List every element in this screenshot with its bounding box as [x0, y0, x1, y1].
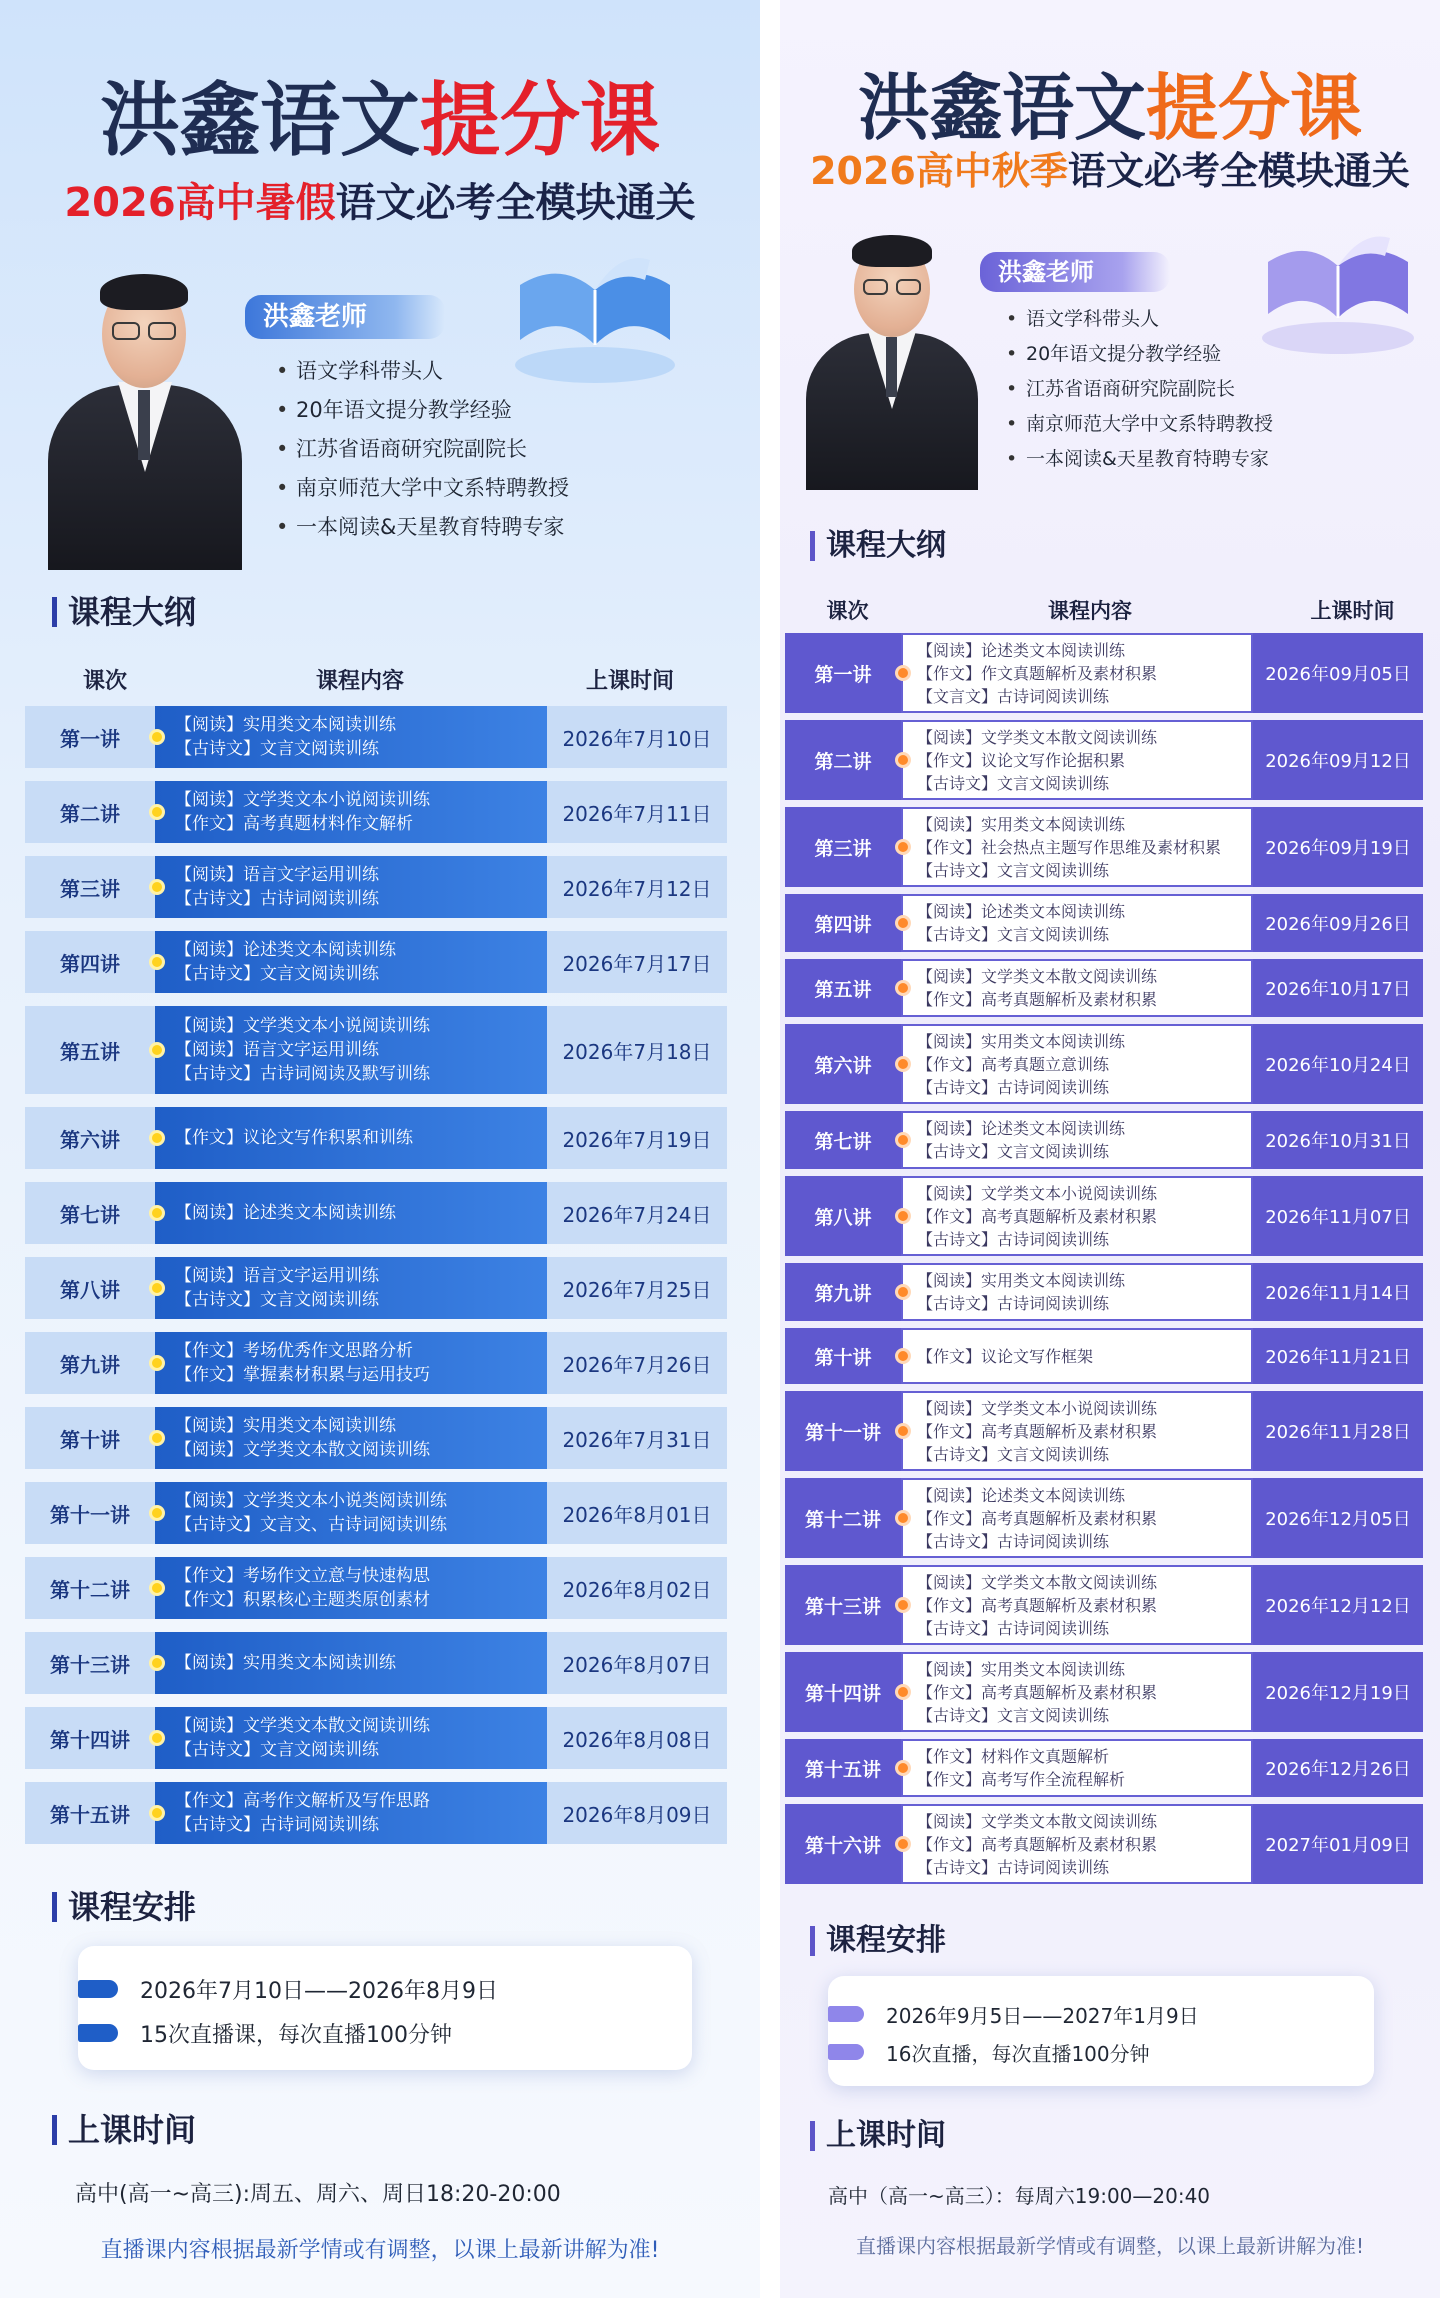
lesson-topic: 【作文】高考真题解析及素材积累	[917, 990, 1158, 1009]
schedule-bar	[828, 2044, 864, 2060]
arrow-dot-icon	[895, 1684, 911, 1700]
lesson-number: 第二讲	[785, 720, 901, 800]
credential-item: • 一本阅读&天星教育特聘专家	[1026, 442, 1273, 477]
arrow-dot-icon	[895, 1284, 911, 1300]
lesson-row	[785, 1176, 1423, 1256]
lesson-date: 2026年8月09日	[547, 1782, 727, 1844]
lesson-topic: 【古诗文】古诗词阅读训练	[917, 1294, 1110, 1313]
lesson-topic: 【古诗文】古诗词阅读训练	[917, 1077, 1110, 1097]
lesson-content	[155, 1707, 547, 1769]
lesson-number: 第八讲	[25, 1257, 155, 1319]
lesson-topic: 【作文】作文真题解析及素材积累	[917, 663, 1158, 683]
lesson-date: 2026年10月17日	[1253, 959, 1423, 1017]
lesson-number: 第十一讲	[25, 1482, 155, 1544]
arrow-dot-icon	[149, 1355, 165, 1371]
lesson-number: 第十五讲	[25, 1782, 155, 1844]
lesson-topic: 【古诗文】古诗词阅读训练	[917, 1531, 1110, 1551]
lesson-row	[25, 1782, 727, 1844]
lesson-date: 2026年09月12日	[1253, 720, 1423, 800]
lesson-number: 第十三讲	[25, 1632, 155, 1694]
lesson-date: 2026年7月12日	[547, 856, 727, 918]
lesson-row	[25, 1006, 727, 1094]
class-time-text: 高中（高一~高三）：每周六19:00—20:40	[828, 2184, 1211, 2208]
lesson-topic: 【作文】高考真题解析及素材积累	[917, 1508, 1158, 1528]
lesson-date: 2026年11月14日	[1253, 1263, 1423, 1321]
lesson-content	[901, 1328, 1253, 1384]
lesson-content	[901, 1804, 1253, 1884]
lesson-topic: 【阅读】文学类文本散文阅读训练	[917, 727, 1158, 747]
lesson-topic: 【作文】高考真题解析及素材积累	[917, 1595, 1158, 1615]
arrow-dot-icon	[895, 665, 911, 681]
arrow-dot-icon	[895, 1132, 911, 1148]
lesson-topic: 【阅读】实用类文本阅读训练	[917, 1659, 1126, 1679]
lesson-row	[25, 1107, 727, 1169]
lesson-content	[155, 1482, 547, 1544]
lesson-content	[155, 1182, 547, 1244]
arrow-dot-icon	[895, 915, 911, 931]
arrow-dot-icon	[895, 980, 911, 996]
lesson-topic: 【阅读】论述类文本阅读训练	[917, 640, 1126, 660]
lesson-date: 2026年09月05日	[1253, 633, 1423, 713]
lesson-row	[25, 1332, 727, 1394]
lesson-row	[25, 931, 727, 993]
lesson-date: 2027年01月09日	[1253, 1804, 1423, 1884]
arrow-dot-icon	[149, 954, 165, 970]
lesson-content	[901, 1263, 1253, 1321]
lesson-number: 第二讲	[25, 781, 155, 843]
lesson-row	[25, 1482, 727, 1544]
lesson-row	[25, 1707, 727, 1769]
lesson-topic: 【作文】高考真题解析及素材积累	[917, 1421, 1158, 1441]
lesson-topic: 【阅读】论述类文本阅读训练	[175, 940, 396, 960]
class-time-heading: 上课时间	[810, 2115, 946, 2157]
lesson-topic: 【阅读】文学类文本散文阅读训练	[917, 967, 1158, 986]
lesson-content	[155, 1332, 547, 1394]
lesson-number: 第十六讲	[785, 1804, 901, 1884]
credential-item: • 江苏省语商研究院副院长	[296, 430, 569, 469]
col-header-date: 上课时间	[585, 669, 674, 694]
col-header-date: 上课时间	[1310, 599, 1395, 623]
lesson-content	[155, 931, 547, 993]
lesson-date: 2026年09月26日	[1253, 894, 1423, 952]
lesson-topic: 【古诗文】文言文阅读训练	[917, 1444, 1110, 1464]
lesson-number: 第六讲	[25, 1107, 155, 1169]
lesson-topic: 【作文】高考真题解析及素材积累	[917, 1834, 1158, 1854]
arrow-dot-icon	[895, 1348, 911, 1364]
col-header-lesson: 课次	[82, 669, 127, 694]
lesson-number: 第四讲	[785, 894, 901, 952]
lesson-content	[901, 720, 1253, 800]
lesson-topic: 【古诗文】文言文阅读训练	[917, 860, 1110, 880]
lesson-topic: 【古诗文】文言文阅读训练	[175, 739, 379, 759]
poster-title: 洪鑫语文提分课	[857, 65, 1363, 150]
adjustment-note: 直播课内容根据最新学情或有调整，以课上最新讲解为准!	[100, 2238, 660, 2263]
lesson-content	[901, 1739, 1253, 1797]
credential-item: • 语文学科带头人	[296, 352, 569, 391]
lesson-topic: 【阅读】文学类文本散文阅读训练	[917, 1572, 1158, 1592]
lesson-content	[155, 1782, 547, 1844]
arrow-dot-icon	[149, 1655, 165, 1671]
col-header-lesson: 课次	[826, 599, 869, 623]
lesson-date: 2026年7月25日	[547, 1257, 727, 1319]
lesson-topic: 【阅读】语言文字运用训练	[175, 1040, 379, 1060]
lesson-row	[25, 706, 727, 768]
lesson-topic: 【阅读】文学类文本小说阅读训练	[175, 1016, 430, 1036]
lesson-topic: 【作文】材料作文真题解析	[917, 1747, 1110, 1766]
lesson-topic: 【古诗文】古诗词阅读训练	[917, 1857, 1110, 1877]
lesson-topic: 【阅读】论述类文本阅读训练	[917, 1119, 1126, 1138]
arrow-dot-icon	[149, 1280, 165, 1296]
arrow-dot-icon	[149, 1205, 165, 1221]
lesson-row	[25, 1257, 727, 1319]
arrow-dot-icon	[149, 1730, 165, 1746]
lesson-topic: 【阅读】实用类文本阅读训练	[917, 1031, 1126, 1051]
schedule-card	[78, 1946, 692, 2070]
schedule-sessions: 16次直播，每次直播100分钟	[886, 2042, 1150, 2066]
poster-title: 洪鑫语文提分课	[100, 73, 660, 167]
lesson-topic: 【作文】高考真题解析及素材积累	[917, 1682, 1158, 1702]
lesson-row	[785, 1024, 1423, 1104]
lesson-number: 第七讲	[25, 1182, 155, 1244]
lesson-topic: 【阅读】实用类文本阅读训练	[175, 1653, 396, 1673]
lesson-number: 第十三讲	[785, 1565, 901, 1645]
lesson-row	[785, 633, 1423, 713]
arrow-dot-icon	[149, 804, 165, 820]
arrow-dot-icon	[895, 1056, 911, 1072]
lesson-content	[901, 807, 1253, 887]
lesson-number: 第十五讲	[785, 1739, 901, 1797]
lesson-date: 2026年11月21日	[1253, 1328, 1423, 1384]
schedule-heading: 课程安排	[52, 1885, 196, 1929]
lesson-content	[155, 856, 547, 918]
credential-item: • 20年语文提分教学经验	[296, 391, 569, 430]
lesson-row	[785, 894, 1423, 952]
lesson-number: 第八讲	[785, 1176, 901, 1256]
lesson-topic: 【古诗文】文言文阅读训练	[175, 1740, 379, 1760]
lesson-number: 第十二讲	[25, 1557, 155, 1619]
lesson-topic: 【阅读】实用类文本阅读训练	[175, 1416, 396, 1436]
lesson-row	[785, 1111, 1423, 1169]
lesson-topic: 【作文】议论文写作论据积累	[917, 750, 1126, 770]
lesson-date: 2026年12月26日	[1253, 1739, 1423, 1797]
lesson-date: 2026年11月07日	[1253, 1176, 1423, 1256]
arrow-dot-icon	[149, 1042, 165, 1058]
arrow-dot-icon	[149, 1430, 165, 1446]
lesson-number: 第七讲	[785, 1111, 901, 1169]
teacher-name-tag: 洪鑫老师	[980, 252, 1170, 292]
lesson-topic: 【阅读】文学类文本小说阅读训练	[175, 790, 430, 810]
outline-heading: 课程大纲	[52, 590, 196, 634]
lesson-topic: 【古诗文】文言文阅读训练	[917, 1142, 1110, 1161]
arrow-dot-icon	[149, 879, 165, 895]
lesson-content	[155, 1557, 547, 1619]
lesson-topic: 【阅读】文学类文本散文阅读训练	[175, 1440, 430, 1460]
lesson-row	[25, 1407, 727, 1469]
lesson-topic: 【作文】高考写作全流程解析	[917, 1770, 1126, 1789]
lesson-row	[785, 1565, 1423, 1645]
lesson-topic: 【作文】议论文写作框架	[917, 1346, 1094, 1366]
class-time-text: 高中(高一~高三):周五、周六、周日18:20-20:00	[75, 2182, 561, 2207]
lesson-date: 2026年12月05日	[1253, 1478, 1423, 1558]
lesson-topic: 【阅读】论述类文本阅读训练	[917, 902, 1126, 921]
lesson-row	[785, 1804, 1423, 1884]
lesson-number: 第三讲	[25, 856, 155, 918]
lesson-row	[25, 1182, 727, 1244]
teacher-photo	[800, 225, 985, 490]
arrow-dot-icon	[149, 1805, 165, 1821]
lesson-number: 第十讲	[25, 1407, 155, 1469]
adjustment-note: 直播课内容根据最新学情或有调整，以课上最新讲解为准!	[855, 2234, 1365, 2258]
lesson-topic: 【阅读】实用类文本阅读训练	[175, 715, 396, 735]
arrow-dot-icon	[149, 1130, 165, 1146]
lesson-date: 2026年10月24日	[1253, 1024, 1423, 1104]
lesson-content	[901, 1024, 1253, 1104]
arrow-dot-icon	[895, 839, 911, 855]
arrow-dot-icon	[895, 1423, 911, 1439]
lesson-date: 2026年7月31日	[547, 1407, 727, 1469]
schedule-bar	[78, 2024, 118, 2042]
lesson-topic: 【阅读】文学类文本小说阅读训练	[917, 1398, 1158, 1418]
teacher-credentials	[1026, 302, 1273, 477]
lesson-topic: 【作文】议论文写作积累和训练	[175, 1128, 413, 1148]
lesson-topic: 【古诗文】文言文、古诗词阅读训练	[175, 1515, 447, 1535]
lesson-number: 第五讲	[785, 959, 901, 1017]
lesson-content	[155, 1407, 547, 1469]
lesson-date: 2026年7月26日	[547, 1332, 727, 1394]
lesson-row	[785, 1391, 1423, 1471]
lesson-topic: 【作文】积累核心主题类原创素材	[175, 1590, 430, 1610]
lesson-topic: 【阅读】文学类文本散文阅读训练	[917, 1811, 1158, 1831]
lesson-row	[25, 1557, 727, 1619]
arrow-dot-icon	[895, 1836, 911, 1852]
teacher-name-tag: 洪鑫老师	[245, 295, 445, 339]
lesson-date: 2026年7月19日	[547, 1107, 727, 1169]
lesson-topic: 【阅读】文学类文本散文阅读训练	[175, 1716, 430, 1736]
lesson-number: 第五讲	[25, 1006, 155, 1094]
teacher-photo	[40, 260, 250, 570]
lesson-topic: 【作文】高考真题解析及素材积累	[917, 1206, 1158, 1226]
arrow-dot-icon	[895, 1208, 911, 1224]
lesson-topic: 【古诗文】文言文阅读训练	[917, 773, 1110, 793]
lesson-topic: 【古诗文】古诗词阅读训练	[917, 1229, 1110, 1249]
schedule-bar	[78, 1980, 118, 1998]
lesson-row	[785, 1328, 1423, 1384]
credential-item: • 20年语文提分教学经验	[1026, 337, 1273, 372]
lesson-content	[901, 959, 1253, 1017]
lesson-topic: 【古诗文】文言文阅读训练	[175, 1290, 379, 1310]
lesson-content	[155, 1006, 547, 1094]
lesson-topic: 【阅读】语言文字运用训练	[175, 865, 379, 885]
lesson-topic: 【阅读】论述类文本阅读训练	[917, 1485, 1126, 1505]
lesson-row	[785, 720, 1423, 800]
lesson-number: 第十讲	[785, 1328, 901, 1384]
lesson-topic: 【作文】高考真题材料作文解析	[175, 814, 413, 834]
lesson-number: 第一讲	[785, 633, 901, 713]
schedule-bar	[828, 2006, 864, 2022]
lesson-topic: 【古诗文】古诗词阅读训练	[175, 1815, 379, 1835]
credential-item: • 南京师范大学中文系特聘教授	[1026, 407, 1273, 442]
col-header-content: 课程内容	[1048, 599, 1132, 623]
lesson-row	[25, 856, 727, 918]
lesson-content	[901, 1652, 1253, 1732]
lesson-content	[155, 1107, 547, 1169]
lesson-row	[25, 781, 727, 843]
lesson-topic: 【作文】高考作文解析及写作思路	[175, 1791, 430, 1811]
lesson-date: 2026年12月12日	[1253, 1565, 1423, 1645]
lesson-date: 2026年7月18日	[547, 1006, 727, 1094]
lesson-date: 2026年12月19日	[1253, 1652, 1423, 1732]
lesson-content	[901, 1391, 1253, 1471]
lesson-topic: 【文言文】古诗词阅读训练	[917, 686, 1110, 706]
lesson-number: 第三讲	[785, 807, 901, 887]
schedule-card	[828, 1976, 1374, 2086]
lesson-number: 第十一讲	[785, 1391, 901, 1471]
poster-subtitle: 2026高中秋季语文必考全模块通关	[810, 149, 1410, 193]
lesson-row	[785, 1739, 1423, 1797]
lesson-content	[901, 1478, 1253, 1558]
lesson-number: 第十四讲	[785, 1652, 901, 1732]
lesson-date: 2026年11月28日	[1253, 1391, 1423, 1471]
lesson-topic: 【阅读】实用类文本阅读训练	[917, 1271, 1126, 1290]
lesson-date: 2026年10月31日	[1253, 1111, 1423, 1169]
lesson-topic: 【阅读】文学类文本小说类阅读训练	[175, 1491, 447, 1511]
lesson-date: 2026年8月02日	[547, 1557, 727, 1619]
lesson-row	[25, 1632, 727, 1694]
lesson-content	[901, 1565, 1253, 1645]
lesson-topic: 【作文】考场作文立意与快速构思	[175, 1566, 430, 1586]
credential-item: • 语文学科带头人	[1026, 302, 1273, 337]
lesson-topic: 【阅读】实用类文本阅读训练	[917, 814, 1126, 834]
schedule-sessions: 15次直播课，每次直播100分钟	[140, 2023, 452, 2048]
lesson-topic: 【古诗文】文言文阅读训练	[917, 925, 1110, 944]
outline-heading: 课程大纲	[810, 525, 946, 567]
lesson-topic: 【古诗文】文言文阅读训练	[175, 964, 379, 984]
lesson-content	[155, 706, 547, 768]
arrow-dot-icon	[895, 1510, 911, 1526]
lesson-date: 2026年8月08日	[547, 1707, 727, 1769]
lesson-row	[785, 807, 1423, 887]
lesson-content	[155, 781, 547, 843]
class-time-heading: 上课时间	[52, 2108, 196, 2152]
lesson-content	[901, 1176, 1253, 1256]
lesson-number: 第十二讲	[785, 1478, 901, 1558]
lesson-row	[785, 1478, 1423, 1558]
poster-subtitle: 2026高中暑假语文必考全模块通关	[64, 180, 696, 226]
lesson-topic: 【古诗文】古诗词阅读及默写训练	[175, 1064, 430, 1084]
lesson-content	[901, 1111, 1253, 1169]
lesson-topic: 【作文】高考真题立意训练	[917, 1054, 1110, 1074]
credential-item: • 一本阅读&天星教育特聘专家	[296, 508, 569, 547]
lesson-date: 2026年7月11日	[547, 781, 727, 843]
lesson-topic: 【作文】考场优秀作文思路分析	[175, 1341, 413, 1361]
lesson-row	[785, 1263, 1423, 1321]
lesson-topic: 【阅读】语言文字运用训练	[175, 1266, 379, 1286]
lesson-topic: 【作文】掌握素材积累与运用技巧	[175, 1365, 430, 1385]
lesson-content	[155, 1257, 547, 1319]
lesson-date: 2026年09月19日	[1253, 807, 1423, 887]
arrow-dot-icon	[895, 1760, 911, 1776]
book-icon	[500, 250, 680, 390]
arrow-dot-icon	[149, 1580, 165, 1596]
credential-item: • 南京师范大学中文系特聘教授	[296, 469, 569, 508]
arrow-dot-icon	[895, 1597, 911, 1613]
lesson-topic: 【阅读】文学类文本小说阅读训练	[917, 1183, 1158, 1203]
lesson-row	[785, 1652, 1423, 1732]
lesson-number: 第十四讲	[25, 1707, 155, 1769]
lesson-date: 2026年8月01日	[547, 1482, 727, 1544]
lesson-number: 第九讲	[785, 1263, 901, 1321]
lesson-content	[901, 633, 1253, 713]
lesson-date: 2026年8月07日	[547, 1632, 727, 1694]
lesson-number: 第四讲	[25, 931, 155, 993]
lesson-content	[155, 1632, 547, 1694]
lesson-topic: 【古诗文】古诗词阅读训练	[917, 1618, 1110, 1638]
lesson-topic: 【作文】社会热点主题写作思维及素材积累	[917, 837, 1222, 857]
arrow-dot-icon	[149, 729, 165, 745]
lesson-date: 2026年7月17日	[547, 931, 727, 993]
lesson-row	[785, 959, 1423, 1017]
autumn-course-poster	[780, 0, 1440, 2298]
lesson-number: 第六讲	[785, 1024, 901, 1104]
lesson-number: 第一讲	[25, 706, 155, 768]
lesson-number: 第九讲	[25, 1332, 155, 1394]
book-icon	[1250, 230, 1420, 360]
credential-item: • 江苏省语商研究院副院长	[1026, 372, 1273, 407]
lesson-date: 2026年7月24日	[547, 1182, 727, 1244]
schedule-heading: 课程安排	[810, 1920, 946, 1962]
lesson-date: 2026年7月10日	[547, 706, 727, 768]
lesson-topic: 【古诗文】文言文阅读训练	[917, 1705, 1110, 1725]
schedule-dates: 2026年9月5日——2027年1月9日	[886, 2004, 1199, 2028]
lesson-content	[901, 894, 1253, 952]
arrow-dot-icon	[895, 752, 911, 768]
schedule-dates: 2026年7月10日——2026年8月9日	[140, 1979, 498, 2004]
col-header-content: 课程内容	[315, 669, 404, 694]
lesson-topic: 【古诗文】古诗词阅读训练	[175, 889, 379, 909]
lesson-topic: 【阅读】论述类文本阅读训练	[175, 1203, 396, 1223]
arrow-dot-icon	[149, 1505, 165, 1521]
